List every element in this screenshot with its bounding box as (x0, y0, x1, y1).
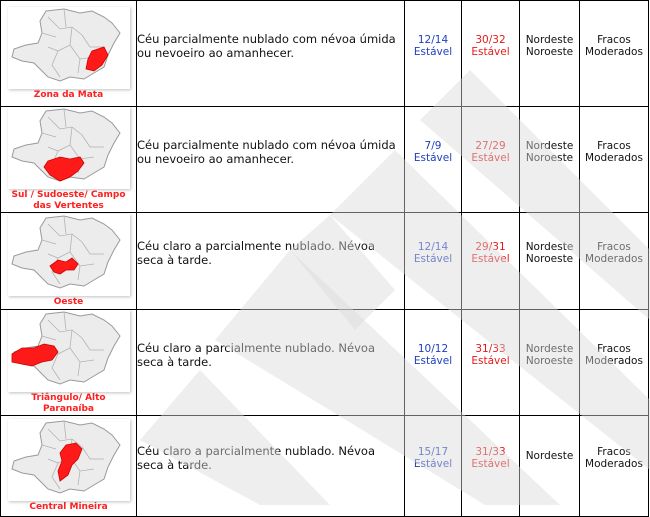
wind-direction-cell (520, 310, 580, 416)
region-map-cell (1, 416, 137, 517)
description-cell (137, 213, 405, 310)
max-temp-trend: Estável (471, 354, 510, 367)
region-name: Sul / Sudoeste/ Campo das Vertentes (11, 190, 126, 211)
table-row (1, 107, 649, 213)
wind-intensity-1: Fracos (597, 342, 631, 355)
wind-direction-cell (520, 1, 580, 107)
max-temp-value: 31/33 (475, 342, 506, 355)
description-text: Céu parcialmente nublado com névoa úmida ou nevoeiro ao amanhecer. (137, 31, 396, 60)
max-temp-cell (462, 310, 520, 416)
minas-gerais-map-icon (8, 419, 130, 501)
min-temp-cell (405, 310, 462, 416)
wind-intensity-1: Fracos (597, 446, 631, 458)
wind-intensity-cell (580, 1, 649, 107)
description-text: Céu parcialmente nublado com névoa úmida ou nevoeiro ao amanhecer. (137, 137, 396, 166)
region-map-cell (1, 107, 137, 213)
max-temp-value: 27/29 (475, 139, 506, 152)
description-text: Céu claro a parcialmente nublado. Névoa seca à tarde. (137, 444, 376, 472)
minas-gerais-map-icon (8, 7, 130, 89)
min-temp-value: 12/14 (417, 241, 449, 253)
min-temp-value: 12/14 (417, 33, 449, 46)
wind-direction-2: Noroeste (525, 45, 574, 58)
min-temp-trend: Estável (413, 253, 453, 265)
min-temp-value: 10/12 (417, 342, 449, 355)
table-row (1, 310, 649, 416)
region-map-cell (1, 1, 137, 107)
description-cell (137, 1, 405, 107)
region-name: Central Mineira (29, 502, 108, 512)
table-row (1, 213, 649, 310)
max-temp-value: 30/32 (475, 33, 506, 46)
table-row (1, 1, 649, 107)
wind-direction-cell (520, 107, 580, 213)
description-cell (137, 310, 405, 416)
minas-gerais-map-icon (8, 214, 130, 296)
minas-gerais-map-icon (8, 310, 130, 392)
description-text: Céu claro a parcialmente nublado. Névoa seca à tarde. (137, 239, 376, 267)
min-temp-trend: Estável (413, 151, 453, 164)
wind-intensity-1: Fracos (597, 139, 631, 152)
wind-direction-cell (520, 416, 580, 517)
description-cell (137, 416, 405, 517)
wind-intensity-2: Moderados (585, 151, 643, 164)
max-temp-trend: Estável (471, 151, 510, 164)
wind-intensity-cell (580, 213, 649, 310)
max-temp-cell (462, 213, 520, 310)
max-temp-trend: Estável (471, 45, 510, 58)
min-temp-cell (405, 107, 462, 213)
wind-direction-1: Nordeste (525, 450, 574, 462)
wind-direction-2: Noroeste (525, 151, 574, 164)
wind-intensity-cell (580, 416, 649, 517)
description-cell (137, 107, 405, 213)
wind-intensity-cell (580, 107, 649, 213)
wind-direction-2: Noroeste (525, 354, 574, 367)
wind-intensity-2: Moderados (585, 354, 643, 367)
region-name: Zona da Mata (33, 89, 104, 100)
region-name: Oeste (53, 297, 84, 307)
max-temp-cell (462, 107, 520, 213)
min-temp-cell (405, 416, 462, 517)
wind-intensity-2: Moderados (585, 45, 643, 58)
min-temp-trend: Estável (413, 354, 453, 367)
max-temp-value: 31/33 (475, 446, 506, 458)
min-temp-value: 15/17 (417, 446, 449, 458)
region-map-cell (1, 213, 137, 310)
min-temp-trend: Estável (413, 45, 453, 58)
wind-intensity-1: Fracos (597, 241, 631, 253)
wind-direction-1: Nordeste (525, 342, 574, 355)
max-temp-trend: Estável (471, 458, 510, 470)
wind-intensity-cell (580, 310, 649, 416)
min-temp-cell (405, 1, 462, 107)
wind-direction-1: Nordeste (525, 139, 574, 152)
max-temp-value: 29/31 (475, 241, 506, 253)
table-row (1, 416, 649, 517)
max-temp-cell (462, 1, 520, 107)
wind-direction-cell (520, 213, 580, 310)
wind-intensity-2: Moderados (585, 458, 643, 470)
region-name: Triângulo/ Alto Paranaíba (31, 393, 106, 414)
minas-gerais-map-icon (8, 107, 130, 189)
max-temp-cell (462, 416, 520, 517)
max-temp-trend: Estável (471, 253, 510, 265)
region-map-cell (1, 310, 137, 416)
min-temp-trend: Estável (413, 458, 453, 470)
description-text: Céu claro a parcialmente nublado. Névoa seca à tarde. (137, 340, 376, 369)
wind-direction-1: Nordeste (525, 241, 574, 253)
wind-intensity-2: Moderados (585, 253, 643, 265)
min-temp-value: 7/9 (424, 139, 442, 152)
wind-direction-2: Noroeste (525, 253, 574, 265)
wind-intensity-1: Fracos (597, 33, 631, 46)
wind-direction-1: Nordeste (525, 33, 574, 46)
min-temp-cell (405, 213, 462, 310)
